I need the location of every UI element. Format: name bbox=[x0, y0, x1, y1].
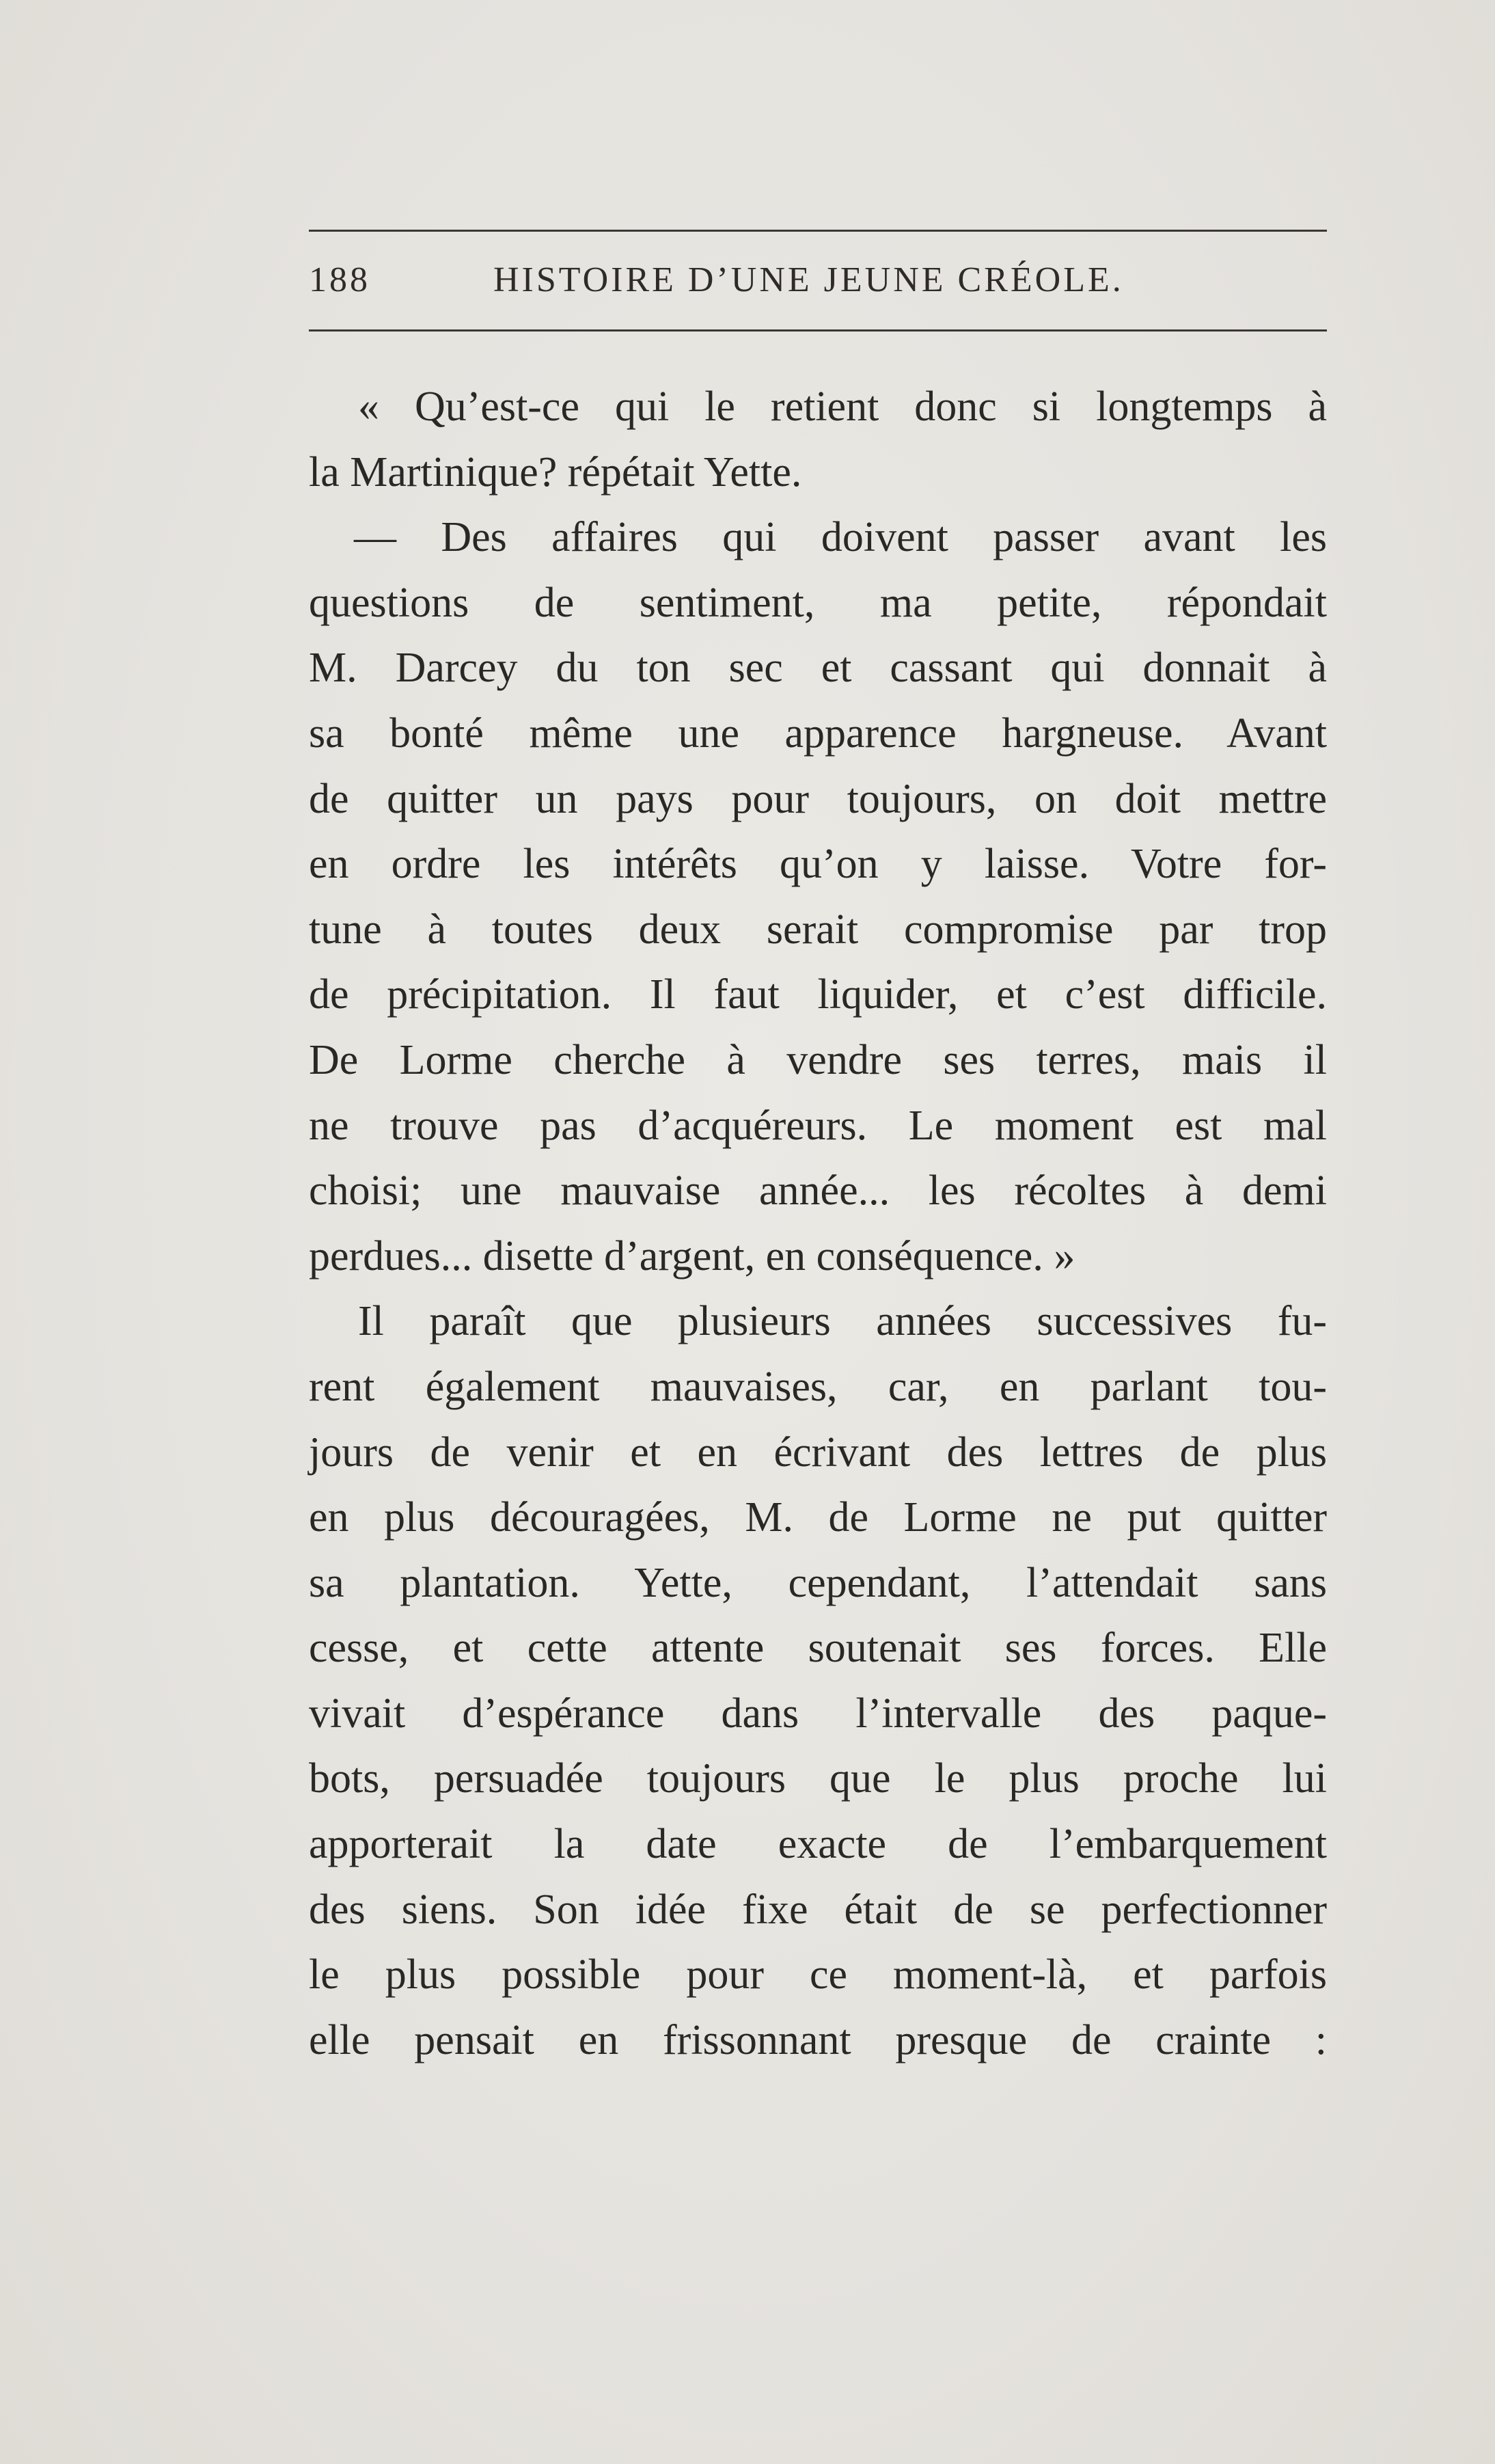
text-line: — Des affaires qui doivent passer avant les bbox=[354, 514, 1327, 561]
text-line: sa plantation. Yette, cependant, l’attendait sans bbox=[309, 1559, 1327, 1606]
text-line: sa bonté même une apparence hargneuse. Avant bbox=[309, 709, 1327, 757]
text-line: rent également mauvaises, car, en parlant tou- bbox=[309, 1363, 1327, 1410]
text-line: de quitter un pays pour toujours, on doit mettre bbox=[309, 775, 1327, 822]
text-line: tune à toutes deux serait compromise par trop bbox=[309, 906, 1327, 953]
text-line: le plus possible pour ce moment-là, et parfois bbox=[309, 1951, 1327, 1999]
text-line: jours de venir et en écrivant des lettres de plus bbox=[309, 1429, 1327, 1476]
body-text bbox=[309, 375, 1327, 2073]
page-number: 188 bbox=[309, 260, 370, 299]
text-line: la Martinique? répétait Yette. bbox=[309, 448, 802, 496]
text-line: apporterait la date exacte de l’embarquement bbox=[309, 1821, 1327, 1868]
header-rule-top bbox=[309, 230, 1327, 232]
text-line: elle pensait en frissonnant presque de crainte : bbox=[309, 2016, 1327, 2063]
text-line: cesse, et cette attente soutenait ses forces. Elle bbox=[309, 1625, 1327, 1672]
text-line: vivait d’espérance dans l’intervalle des paque- bbox=[309, 1690, 1327, 1737]
text-line: perdues... disette d’argent, en conséquence. » bbox=[309, 1232, 1075, 1280]
text-line: Il paraît que plusieurs années successives fu- bbox=[358, 1298, 1327, 1345]
text-line: « Qu’est-ce qui le retient donc si longtemps à bbox=[358, 383, 1327, 430]
text-line: en ordre les intérêts qu’on y laisse. Votre for- bbox=[309, 841, 1327, 888]
text-line: questions de sentiment, ma petite, répondait bbox=[309, 579, 1327, 626]
text-line: ne trouve pas d’acquéreurs. Le moment est mal bbox=[309, 1102, 1327, 1149]
text-line: de précipitation. Il faut liquider, et c’est difficile. bbox=[309, 971, 1327, 1018]
running-head bbox=[309, 260, 1327, 308]
text-line: choisi; une mauvaise année... les récoltes à demi bbox=[309, 1167, 1327, 1215]
text-line: des siens. Son idée fixe était de se perfectionner bbox=[309, 1886, 1327, 1933]
text-line: en plus découragées, M. de Lorme ne put quitter bbox=[309, 1494, 1327, 1541]
text-line: De Lorme cherche à vendre ses terres, mais il bbox=[309, 1036, 1327, 1083]
running-title: HISTOIRE D’UNE JEUNE CRÉOLE. bbox=[493, 260, 1124, 299]
text-line: bots, persuadée toujours que le plus proche lui bbox=[309, 1755, 1327, 1802]
header-rule-bottom bbox=[309, 329, 1327, 331]
text-line: M. Darcey du ton sec et cassant qui donnait à bbox=[309, 645, 1327, 692]
